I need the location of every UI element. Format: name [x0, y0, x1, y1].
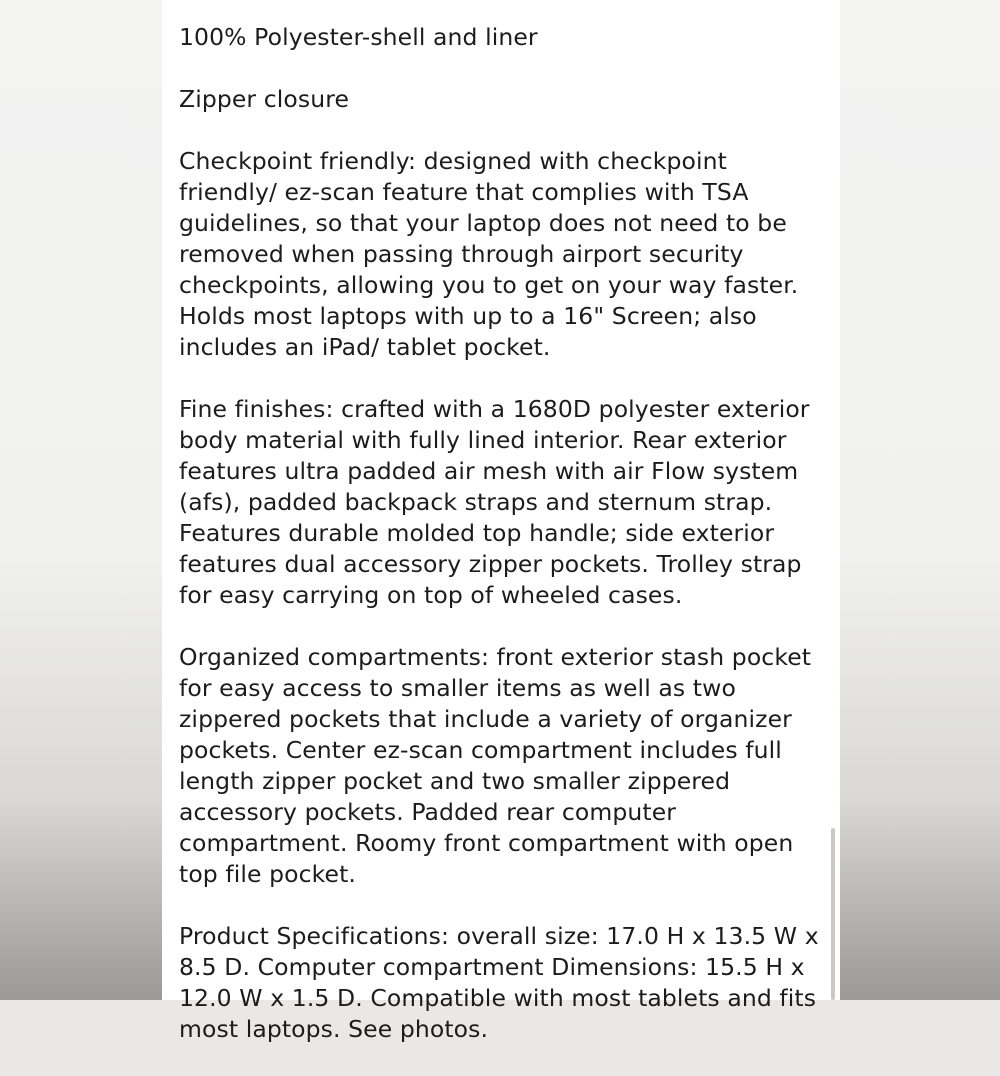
background-right	[840, 0, 1000, 1000]
product-specifications-text: Product Specifications: overall size: 17.0 H x 13.5 W x 8.5 D. Computer compartment Dimensions: 15.5 H x 12.0 W x 1.5 D. Compatible with most tablets and fits most laptops. See photos.	[179, 922, 819, 1043]
checkpoint-friendly-text: Checkpoint friendly: designed with checkpoint friendly/ ez-scan feature that complies with TSA guidelines, so that your laptop does not need to be removed when passing through airport security checkpoints, allowing you to get on your way faster. Holds most laptops with up to a 16" Screen; also includes an iPad/ tablet pocket.	[179, 147, 799, 361]
product-description	[179, 22, 827, 1076]
scrollbar[interactable]	[831, 828, 835, 1000]
description-panel[interactable]	[162, 0, 840, 1043]
background-left	[0, 0, 162, 1000]
closure-text: Zipper closure	[179, 85, 350, 113]
material-text: 100% Polyester-shell and liner	[179, 23, 538, 51]
fine-finishes-text: Fine finishes: crafted with a 1680D polyester exterior body material with fully lined interior. Rear exterior features ultra padded air mesh with air Flow system (afs), padded backpack straps and sternum strap. Features durable molded top handle; side exterior features dual accessory zipper pockets. Trolley strap for easy carrying on top of wheeled cases.	[179, 395, 810, 609]
organized-compartments-text: Organized compartments: front exterior stash pocket for easy access to smaller items as well as two zippered pockets that include a variety of organizer pockets. Center ez-scan compartment includes full length zipper pocket and two smaller zippered accessory pockets. Padded rear computer compartment. Roomy front compartment with open top file pocket.	[179, 643, 812, 888]
